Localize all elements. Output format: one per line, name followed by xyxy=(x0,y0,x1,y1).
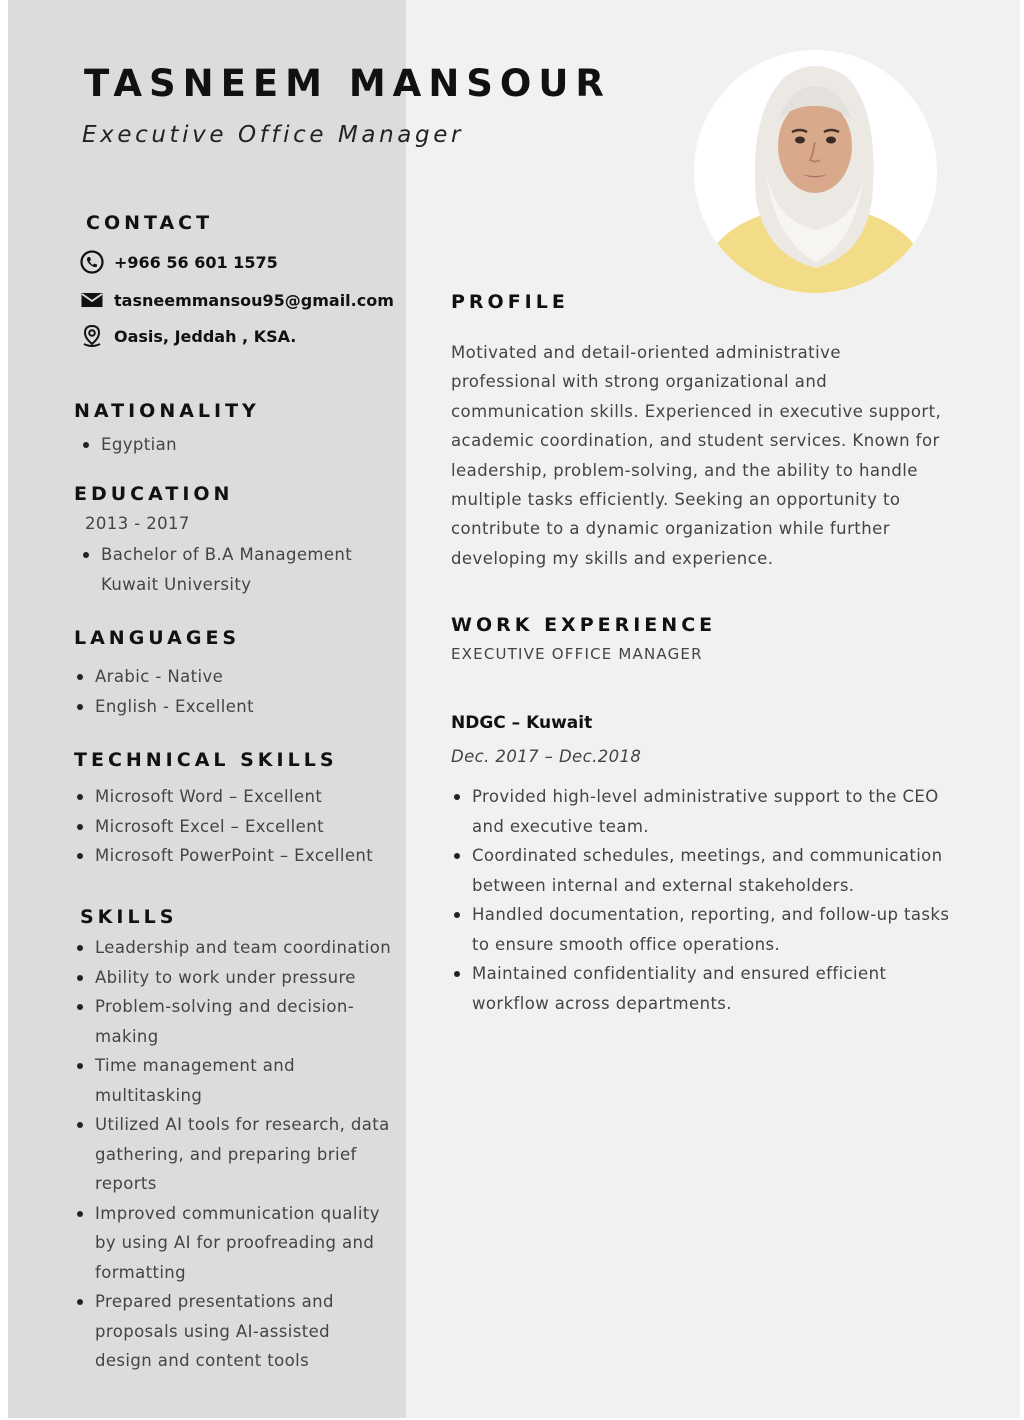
list-item: Leadership and team coordination xyxy=(74,933,392,963)
contact-heading: CONTACT xyxy=(86,212,214,234)
list-item: Problem-solving and decision-making xyxy=(74,992,392,1051)
list-item xyxy=(80,540,390,599)
list-item: Egyptian xyxy=(80,430,380,460)
languages-heading: LANGUAGES xyxy=(74,627,241,649)
languages-list xyxy=(74,662,384,721)
school-name: Kuwait University xyxy=(101,574,252,594)
profile-heading: PROFILE xyxy=(451,291,569,313)
job-title: Executive Office Manager xyxy=(82,122,465,148)
education-list xyxy=(80,540,390,599)
list-item: Arabic - Native xyxy=(74,662,384,692)
phone-number: +966 56 601 1575 xyxy=(114,252,278,272)
list-item: Microsoft PowerPoint – Excellent xyxy=(74,841,394,871)
list-item: Maintained confidentiality and ensured efficient workflow across departments. xyxy=(451,959,951,1018)
contact-email[interactable] xyxy=(80,288,394,312)
education-heading: EDUCATION xyxy=(74,483,234,505)
list-item: English - Excellent xyxy=(74,692,384,722)
contact-phone[interactable] xyxy=(80,250,278,274)
list-item: Handled documentation, reporting, and follow-up tasks to ensure smooth office operations. xyxy=(451,900,951,959)
work-experience-heading: WORK EXPERIENCE xyxy=(451,614,717,636)
skills-heading: SKILLS xyxy=(80,906,178,928)
mail-icon xyxy=(80,288,104,312)
location-text: Oasis, Jeddah , KSA. xyxy=(114,326,297,346)
degree-name: Bachelor of B.A Management xyxy=(101,545,353,564)
list-item: Microsoft Word – Excellent xyxy=(74,782,394,812)
list-item: Utilized AI tools for research, data gathering, and preparing brief reports xyxy=(74,1110,392,1199)
work-role: EXECUTIVE OFFICE MANAGER xyxy=(451,645,703,663)
list-item: Coordinated schedules, meetings, and communication between internal and external stakeholders. xyxy=(451,841,951,900)
list-item: Provided high-level administrative support to the CEO and executive team. xyxy=(451,782,951,841)
list-item: Time management and multitasking xyxy=(74,1051,392,1110)
education-years: 2013 - 2017 xyxy=(85,514,190,533)
technical-skills-list xyxy=(74,782,394,871)
candidate-name: TASNEEM MANSOUR xyxy=(84,62,611,105)
work-company: NDGC – Kuwait xyxy=(451,713,593,733)
phone-icon xyxy=(80,250,104,274)
portrait-illustration xyxy=(694,50,937,293)
list-item: Ability to work under pressure xyxy=(74,963,392,993)
contact-location xyxy=(80,324,296,348)
location-pin-icon xyxy=(80,324,104,348)
list-item: Prepared presentations and proposals using AI-assisted design and content tools xyxy=(74,1287,392,1376)
nationality-heading: NATIONALITY xyxy=(74,400,260,422)
profile-photo xyxy=(694,50,937,293)
email-address: tasneemmansou95@gmail.com xyxy=(114,290,394,310)
work-dates: Dec. 2017 – Dec.2018 xyxy=(451,747,642,766)
skills-list xyxy=(74,933,392,1376)
technical-skills-heading: TECHNICAL SKILLS xyxy=(74,749,338,771)
work-bullets xyxy=(451,782,951,1018)
list-item: Improved communication quality by using AI for proofreading and formatting xyxy=(74,1199,392,1288)
nationality-list xyxy=(80,430,380,460)
profile-summary: Motivated and detail-oriented administrative professional with strong organizational and communication skills. Experienced in executive support, academic coordination, and student services. Known for leadership, problem-solving, and the ability to handle multiple tasks efficiently. Seeking an opportunity to contribute to a dynamic organization while further developing my skills and experience. xyxy=(451,343,942,568)
list-item: Microsoft Excel – Excellent xyxy=(74,812,394,842)
